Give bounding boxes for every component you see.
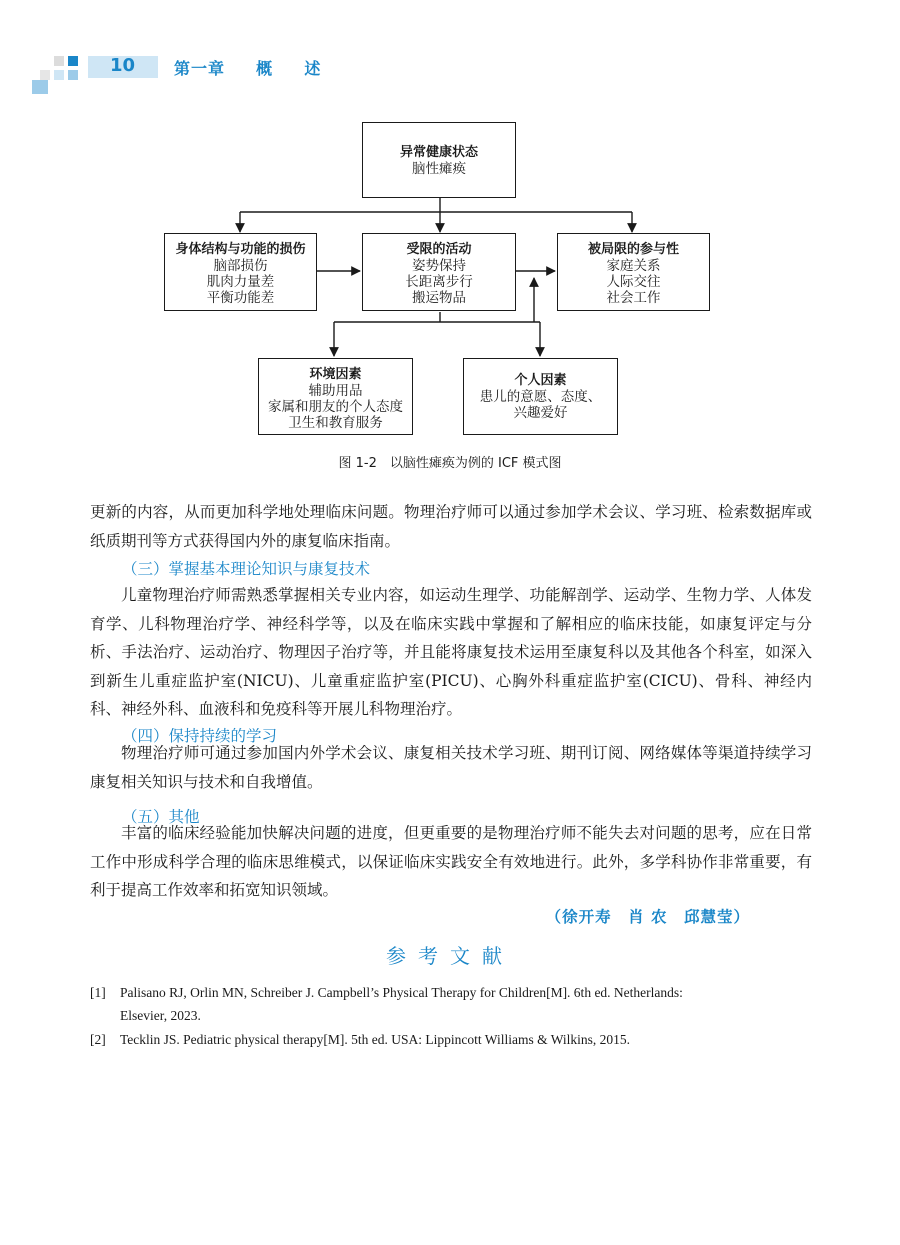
box-participation-line: 人际交往 xyxy=(606,274,661,290)
box-participation-line: 家庭关系 xyxy=(606,258,661,274)
box-health-condition-title: 异常健康状态 xyxy=(399,145,478,160)
page-number: 10 xyxy=(110,55,136,76)
box-personal-line: 患儿的意愿、态度、 xyxy=(479,389,602,405)
box-health-condition xyxy=(362,122,516,198)
paragraph-1: 更新的内容，从而更加科学地处理临床问题。物理治疗师可以通过参加学术会议、学习班、检索数据库或纸质期刊等方式获得国内外的康复临床指南。 xyxy=(90,503,812,550)
box-activity-title: 受限的活动 xyxy=(406,242,472,257)
box-impairment-title: 身体结构与功能的损伤 xyxy=(175,242,306,257)
reference-item xyxy=(90,1028,812,1051)
box-participation-title: 被局限的参与性 xyxy=(587,242,679,257)
paragraph-3: 物理治疗师可通过参加国内外学术会议、康复相关技术学习班、期刊订阅、网络媒体等渠道持续学习康复相关知识与技术和自我增值。 xyxy=(90,744,812,791)
box-impairment-line: 肌肉力量差 xyxy=(206,274,275,290)
figure-caption: 图 1-2 以脑性瘫痪为例的 ICF 模式图 xyxy=(338,456,562,471)
chapter-label: 第一章 xyxy=(174,59,226,78)
box-activity-line: 姿势保持 xyxy=(412,258,466,274)
box-environment-line: 卫生和教育服务 xyxy=(288,415,383,431)
box-personal-line: 兴趣爱好 xyxy=(513,405,568,421)
box-impairment-line: 脑部损伤 xyxy=(213,258,268,274)
reference-text: Tecklin JS. Pediatric physical therapy[M]. 5th ed. USA: Lippincott Williams & Wilkins, 2015. xyxy=(120,1032,631,1047)
box-environment-title: 环境因素 xyxy=(309,367,362,382)
box-environment xyxy=(258,358,413,435)
box-impairment xyxy=(164,233,317,311)
section-heading-3: （三）掌握基本理论知识与康复技术 xyxy=(122,560,371,578)
chapter-word1: 概 xyxy=(256,59,274,78)
reference-number: [1] xyxy=(90,985,106,1000)
box-activity-line: 长距离步行 xyxy=(405,274,473,290)
box-health-condition-line: 脑性瘫痪 xyxy=(412,161,466,177)
box-environment-line: 辅助用品 xyxy=(308,383,363,399)
box-participation xyxy=(557,233,710,311)
box-personal xyxy=(463,358,618,435)
reference-text-cont: Elsevier, 2023. xyxy=(120,1008,201,1023)
box-impairment-line: 平衡功能差 xyxy=(206,290,275,306)
reference-text: Palisano RJ, Orlin MN, Schreiber J. Campbell’s Physical Therapy for Children[M]. 6th ed. Netherlands: xyxy=(120,985,683,1000)
box-activity-line: 搬运物品 xyxy=(412,290,466,306)
chapter-word2: 述 xyxy=(304,59,322,78)
box-activity xyxy=(362,233,516,311)
section-heading-5: （五）其他 xyxy=(122,808,200,826)
box-personal-title: 个人因素 xyxy=(514,373,567,388)
paragraph-4: 丰富的临床经验能加快解决问题的进度，但更重要的是物理治疗师不能失去对问题的思考，应在日常工作中形成科学合理的临床思维模式，以保证临床实践安全有效地进行。此外，多学科协作非常重要，有利于提高工作效率和拓宽知识领域。 xyxy=(90,824,812,899)
box-environment-line: 家属和朋友的个人态度 xyxy=(268,399,403,415)
reference-number: [2] xyxy=(90,1032,106,1047)
paragraph-2: 儿童物理治疗师需熟悉掌握相关专业内容，如运动生理学、功能解剖学、运动学、生物力学、人体发育学、儿科物理治疗学、神经科学等，以及在临床实践中掌握和了解相应的临床技能，如康复评定与分析、手法治疗、运动治疗、物理因子治疗等，并且能将康复技术运用至康复科以及其他各个科室，如深入到新生儿重症监护室(NICU)、儿童重症监护室(PICU)、心胸外科重症监护室(CICU)、骨科、神经内科、神经外科、血液科和免疫科等开展儿科物理治疗。 xyxy=(90,586,812,718)
reference-item xyxy=(90,981,812,1027)
section-heading-4: （四）保持持续的学习 xyxy=(122,727,278,745)
authors: （徐开寿 肖 农 邱慧莹） xyxy=(545,908,750,926)
references-title: 参考文献 xyxy=(386,944,514,968)
box-participation-line: 社会工作 xyxy=(606,290,661,306)
